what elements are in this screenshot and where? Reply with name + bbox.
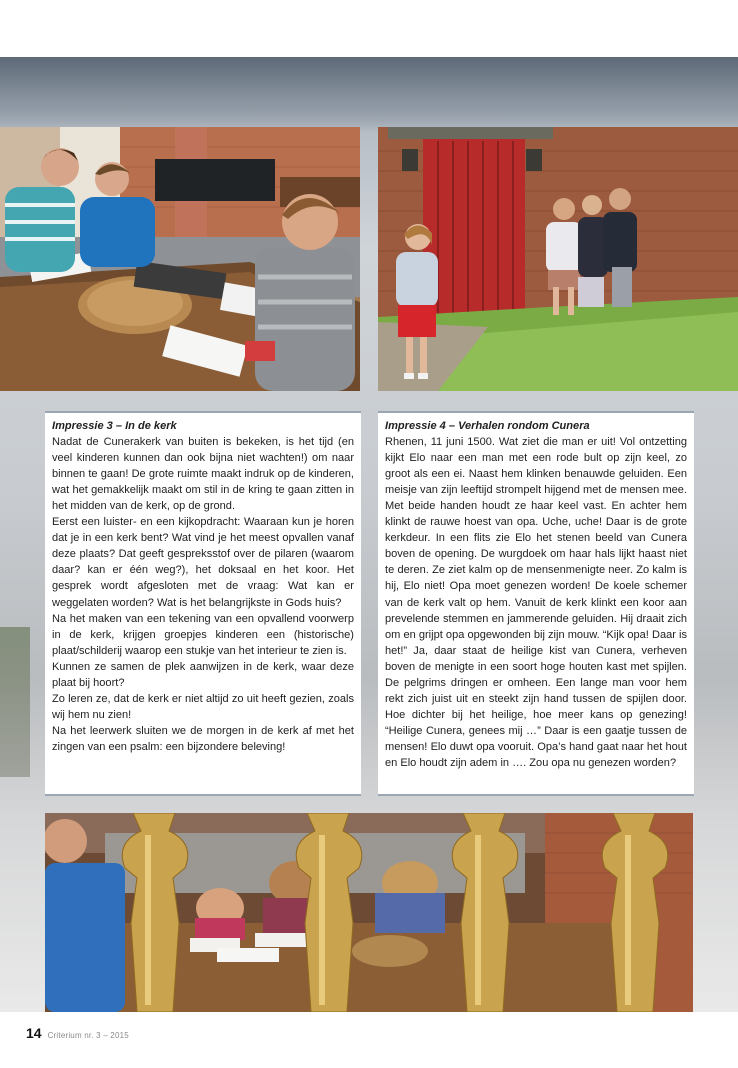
photo-children-behind-golden-balusters: [45, 813, 693, 1012]
impressie-4-title: Impressie 4 – Verhalen rondom Cunera: [385, 420, 590, 432]
impressie-3-title: Impressie 3 – In de kerk: [52, 420, 177, 432]
photo-children-at-church-door: [378, 127, 738, 391]
publication-label: Criterium nr. 3 – 2015: [47, 1031, 129, 1040]
page-number: 14: [26, 1025, 42, 1041]
photo-children-drawing-in-church: [0, 127, 360, 391]
impressie-3-textbox: [45, 411, 361, 796]
impressie-4-paragraph: Rhenen, 11 juni 1500. Wat ziet die man er uit! Vol ontzetting kijkt Elo naar een man met een rode bult op zijn keel, zo groot als een ei. Naast hem klinken benauwde geluiden. Een meisje van zijn leeftijd strompelt hijgend met de mensen mee. Met beide handen houdt ze haar keel vast. En achter hem klinkt de rauwe hoest van opa. Uche, uche! Daar is de grote kerkdeur. In een flits zie Elo het stenen beeld van Cunera boven de opening. De wurgdoek om haar hals lijkt haast niet te deren. Ze ziet kalm op de mensenmenigte neer. Zo kalm is hij, Elo niet! Opa moet genezen worden! De koele schemer van de kerk valt op hem. Vanuit de kerk klinkt een koor aan prevelende stemmen en jammerende geluiden. Hij draait zich om en grijpt opa opgewonden bij zijn mouw. “Kijk opa! Daar is het!” Ja, daar staat de heilige kist van Cunera, verheven boven de menigte in een soort hoge houten kast met spijlen. De pelgrims dringen er omheen. Een lange man voor hem rekt zich juist uit en steekt zijn hand tussen de spijlen door. Hoe dichter bij het heilige, hoe meer kans op genezing! “Heilige Cunera, genees mij …” Daar is een gaatje tussen de mensen! Elo duwt opa vooruit. Opa’s hand gaat naar het hout en Elo houdt zijn adem in …. Zou opa nu genezen worden?: [385, 436, 687, 769]
impressie-4-textbox: [378, 411, 694, 796]
impressie-3-paragraph: Eerst een luister- en een kijkopdracht: Waaraan kun je horen dat je in een kerk bent? Wat vind je het meest opvallen vanaf deze plaats? Dat geeft gespreksstof over de pilaren (waarom daar? kan er één weg?), het doksaal en het koor. Het gesprek wordt afgesloten met de vraag: Wat kan er weggelaten worden? Wat is het belangrijkste in Gods huis?: [52, 516, 354, 609]
impressie-3-paragraph: Na het leerwerk sluiten we de morgen in de kerk af met het zingen van een psalm: een bijzondere beleving!: [52, 724, 354, 753]
impressie-3-paragraph: Na het maken van een tekening van een opvallend voorwerp in de kerk, krijgen groepjes kinderen een (historische) plaat/schilderij waarop een stukje van het interieur te zien is.: [52, 612, 354, 657]
impressie-3-paragraph: Kunnen ze samen de plek aanwijzen in de kerk, waar deze plaat bij hoort?: [52, 660, 354, 689]
page-footer: [26, 1025, 129, 1045]
impressie-3-paragraph: Nadat de Cunerakerk van buiten is bekeken, is het tijd (en veel kinderen kunnen dan ook bijna niet wachten!) om naar binnen te gaan! De grote ruimte maakt indruk op de kinderen, wat het gemakkelijk maakt om stil in de kring te gaan zitten in het midden van de kerk, op de grond.: [52, 436, 354, 513]
impressie-3-paragraph: Zo leren ze, dat de kerk er niet altijd zo uit heeft gezien, zoals wij hem nu zien!: [52, 692, 354, 721]
